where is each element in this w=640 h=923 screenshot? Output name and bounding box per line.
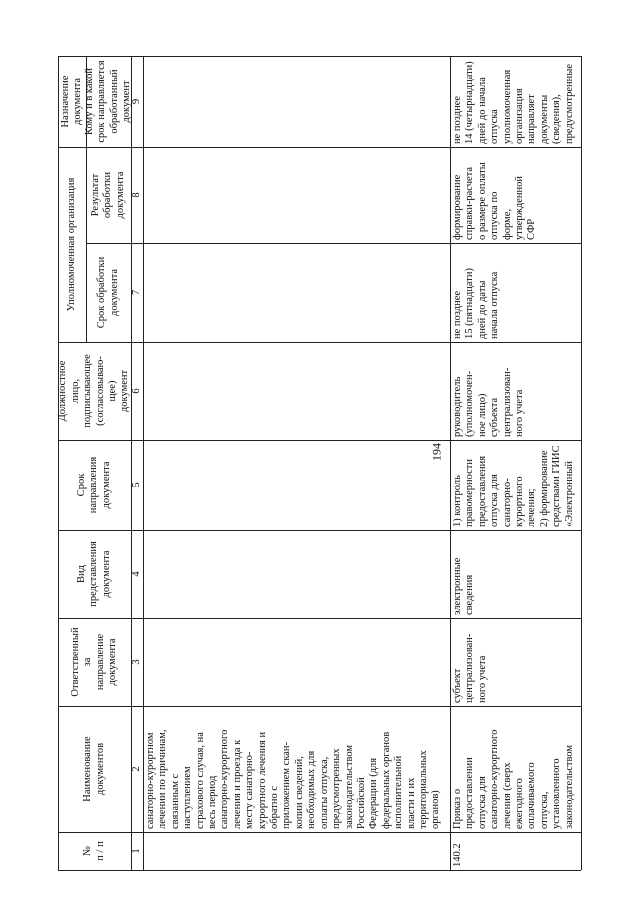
- row-140-2-processing-result: формирование справки-расчета о размере оплаты отпуска по форме, утвержденной СФР: [452, 162, 538, 240]
- column-number-4: 4: [130, 571, 142, 577]
- row-140-2-name: Приказ о предоставлении отпуска для санаторно-курортного лечения (сверх ежегодного оплачиваемого отпуска, установленного законодательством: [452, 729, 575, 829]
- header-recipient: Кому и в какой срок направляется обработанный документ: [83, 60, 132, 143]
- column-number-6: 6: [130, 388, 142, 394]
- column-line-no-outer: [58, 870, 581, 871]
- border-line-table-end: [581, 56, 582, 870]
- header-no: № п / п: [82, 841, 106, 861]
- row-140-2-term: 1) контроль правомерности предоставления отпуска для санаторно- курортного лечения; 2) формирование средствами ГИИС «Электронный: [452, 445, 575, 527]
- continued-row-name: санаторно-курортном лечении по причинам, связанным с наступлением страхового случая, на весь период санаторно-курортного лечения и проезда к месту санаторно- курортного лечения и обратно с приложением скан- копии сведений, необходимых для оплаты отпуска, предусмотренных законодательством Российской Федерации (для федеральных органов исполнительной власти и их территориальных органов): [145, 729, 442, 829]
- column-number-5: 5: [130, 482, 142, 488]
- row-140-2-signer: руководитель (уполномочен- ное лицо) субъекта централизован- ного учета: [452, 367, 526, 437]
- row-140-2-no: 140.2: [452, 843, 463, 867]
- header-name: Наименование документов: [82, 736, 106, 802]
- column-number-1: 1: [130, 848, 142, 854]
- column-number-7: 7: [130, 289, 142, 296]
- header-signer: Должностное лицо, подписывающее (согласовываю- щее) документ: [57, 354, 131, 428]
- header-processing-term: Срок обработки документа: [96, 256, 120, 329]
- header-authorized-organization: Уполномоченная организация: [65, 177, 77, 312]
- header-purpose: Назначение документа: [59, 75, 83, 128]
- row-140-2-form: электронные сведения: [452, 557, 476, 615]
- header-responsible: Ответственный за направление документа: [69, 627, 118, 697]
- header-processing-result: Результат обработки документа: [89, 171, 126, 219]
- header-form: Вид представления документа: [75, 541, 112, 607]
- page-number: 194: [429, 443, 444, 461]
- column-number-8: 8: [130, 192, 142, 198]
- row-140-2-processing-term: не позднее 15 (пятнадцати) дней до даты начала отпуска: [452, 268, 501, 339]
- column-number-2: 2: [130, 766, 142, 772]
- column-number-9: 9: [130, 98, 142, 105]
- row-140-2-recipient: не позднее 14 (четырнадцати) дней до начала отпуска уполномоченная организация направляет документы (сведения), предусмотренные: [452, 61, 575, 144]
- column-number-3: 3: [130, 659, 142, 665]
- header-term: Срок направления документа: [75, 456, 112, 514]
- row-140-2-responsible: субъект централизован- ного учета: [452, 633, 488, 703]
